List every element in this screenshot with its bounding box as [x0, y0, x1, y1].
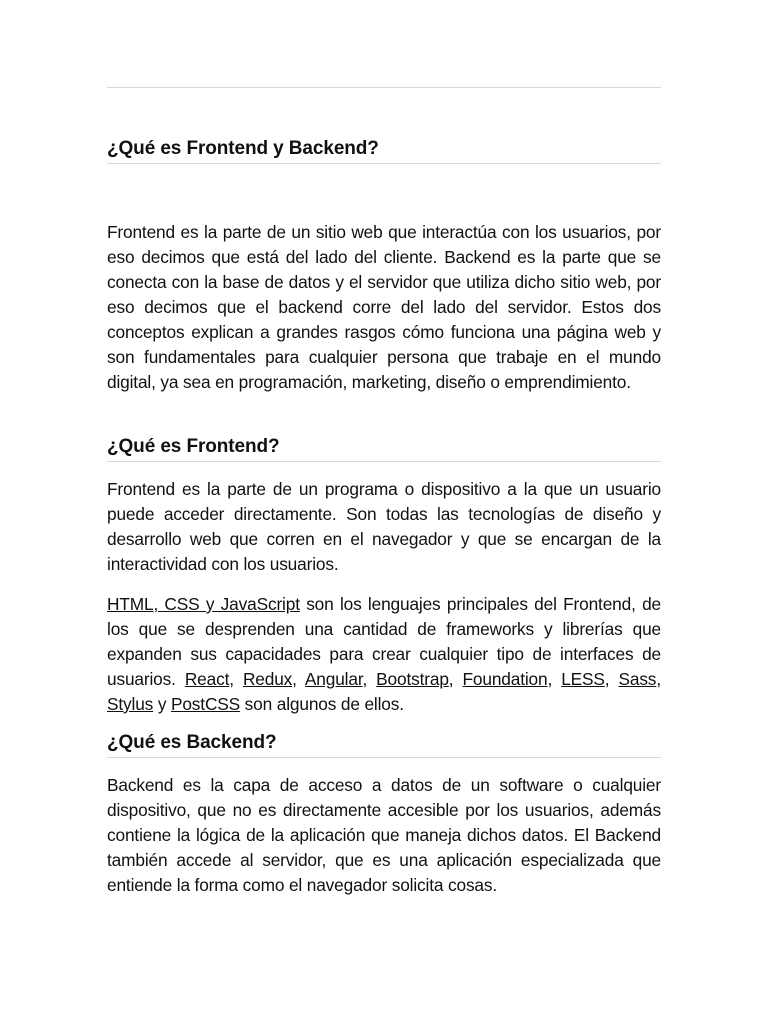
link-redux[interactable]: Redux	[242, 669, 293, 689]
separator: ,	[292, 669, 305, 689]
paragraph-backend-definition: Backend es la capa de acceso a datos de un software o cualquier dispositivo, que no es directamente accesible por los usuarios, además contiene la lógica de la aplicación que maneja dichos datos. El Backend también accede al servidor, que es una aplicación especializada que entiende la forma como el navegador solicita cosas.	[107, 775, 661, 895]
separator: ,	[362, 669, 377, 689]
paragraph-intro: Frontend es la parte de un sitio web que interactúa con los usuarios, por eso decimos que está del lado del cliente. Backend es la parte que se conecta con la base de datos y el servidor que utiliza dicho sitio web, por eso decimos que el backend corre del lado del servidor. Estos dos conceptos explican a grandes rasgos cómo funciona una página web y son fundamentales para cualquier persona que trabaje en el mundo digital, ya sea en programación, marketing, diseño o emprendimiento.	[107, 222, 661, 392]
separator: ,	[656, 669, 661, 689]
paragraph-text: son los lenguajes principales del Frontend, de los que se desprenden una cantidad de frameworks y librerías que expanden sus capacidades para crear cualquier tipo de interfaces de usuarios.	[107, 594, 661, 689]
top-divider	[107, 87, 661, 88]
heading-backend: ¿Qué es Backend?	[107, 731, 661, 758]
link-sass[interactable]: Sass	[618, 669, 657, 689]
link-html-css-javascript[interactable]: HTML, CSS y JavaScript	[107, 594, 300, 614]
heading-frontend: ¿Qué es Frontend?	[107, 435, 661, 462]
separator: ,	[448, 669, 463, 689]
link-postcss[interactable]: PostCSS	[170, 694, 241, 714]
separator: ,	[604, 669, 619, 689]
link-react[interactable]: React	[184, 669, 230, 689]
link-less[interactable]: LESS	[561, 669, 605, 689]
link-foundation[interactable]: Foundation	[462, 669, 548, 689]
paragraph-frontend-technologies	[107, 592, 661, 717]
separator: ,	[229, 669, 243, 689]
paragraph-frontend-definition: Frontend es la parte de un programa o dispositivo a la que un usuario puede acceder directamente. Son todas las tecnologías de diseño y desarrollo web que corren en el navegador y que se encargan de la interactividad con los usuarios.	[107, 479, 661, 574]
heading-frontend-y-backend: ¿Qué es Frontend y Backend?	[107, 137, 661, 164]
separator: y	[153, 694, 171, 714]
link-angular[interactable]: Angular	[304, 669, 363, 689]
link-stylus[interactable]: Stylus	[107, 694, 154, 714]
separator: ,	[547, 669, 562, 689]
paragraph-text-end: son algunos de ellos.	[240, 694, 404, 714]
link-bootstrap[interactable]: Bootstrap	[376, 669, 449, 689]
